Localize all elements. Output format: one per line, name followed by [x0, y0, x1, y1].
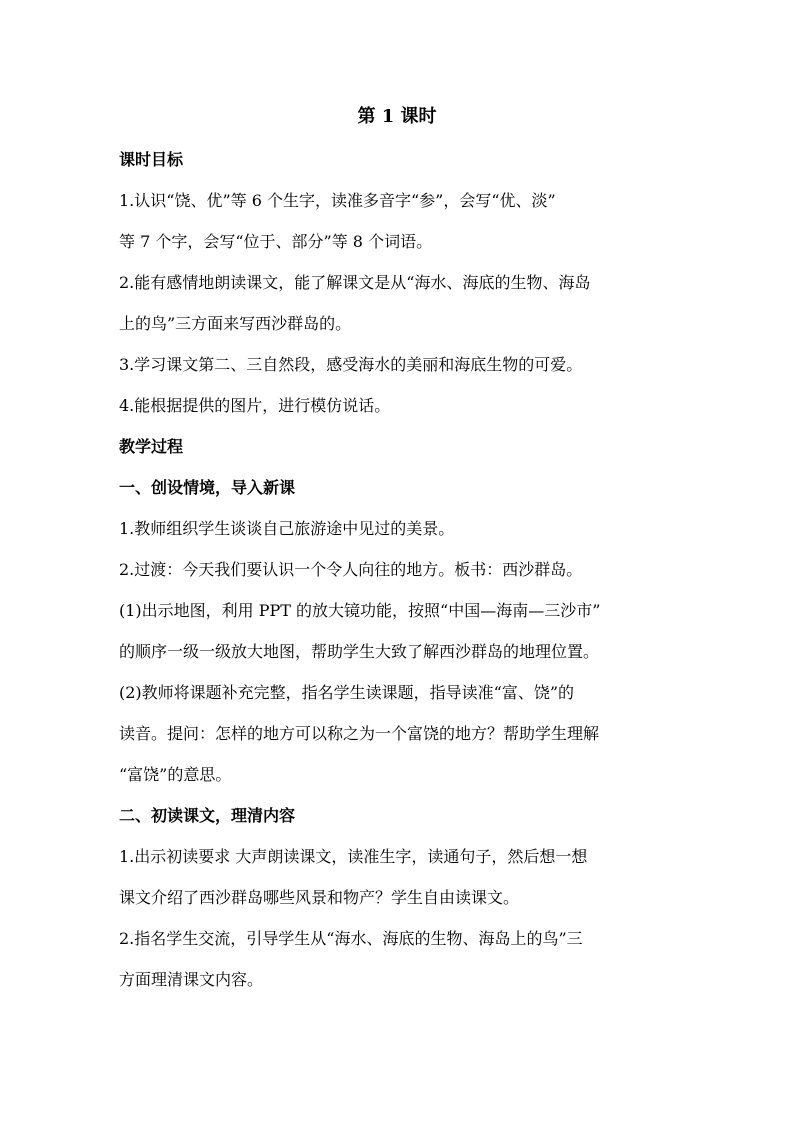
goal-line-6: 4.能根据提供的图片，进行模仿说话。: [119, 396, 391, 415]
part1-line-5: (2)教师将课题补充完整，指名学生读课题，指导读准“富、饶”的: [119, 683, 575, 702]
document-body: [119, 146, 679, 1007]
part1-line-3: (1)出示地图，利用 PPT 的放大镜功能，按照“中国—海南—三沙市”: [119, 601, 601, 620]
part1-line-4: 的顺序一级一级放大地图，帮助学生大致了解西沙群岛的地理位置。: [119, 642, 600, 661]
part2-line-2: 课文介绍了西沙群岛哪些风景和物产？学生自由读课文。: [119, 888, 520, 907]
section-heading-process: 教学过程: [119, 437, 184, 456]
part1-line-2: 2.过渡：今天我们要认识一个令人向往的地方。板书：西沙群岛。: [119, 560, 583, 579]
goal-line-5: 3.学习课文第二、三自然段，感受海水的美丽和海底生物的可爱。: [119, 355, 583, 374]
section-heading-goals: 课时目标: [119, 150, 184, 169]
part2-line-4: 方面理清课文内容。: [119, 970, 264, 989]
goal-line-1: 1.认识“饶、优”等 6 个生字，读准多音字“参”，会写“优、淡”: [119, 191, 556, 210]
goal-line-4: 上的鸟”三方面来写西沙群岛的。: [119, 314, 352, 333]
part2-line-3: 2.指名学生交流，引导学生从“海水、海底的生物、海岛上的鸟”三: [119, 929, 583, 948]
part1-line-7: “富饶”的意思。: [119, 765, 232, 784]
lesson-title: 第 1 课时: [357, 106, 437, 127]
part1-line-1: 1.教师组织学生谈谈自己旅游途中见过的美景。: [119, 519, 455, 538]
part-heading-2: 二、初读课文，理清内容: [119, 806, 296, 825]
goal-line-2: 等 7 个字，会写“位于、部分”等 8 个词语。: [119, 232, 433, 251]
part2-line-1: 1.出示初读要求 大声朗读课文，读准生字，读通句子，然后想一想: [119, 847, 588, 866]
part1-line-6: 读音。提问：怎样的地方可以称之为一个富饶的地方？帮助学生理解: [119, 724, 600, 743]
goal-line-3: 2.能有感情地朗读课文，能了解课文是从“海水、海底的生物、海岛: [119, 273, 591, 292]
part-heading-1: 一、创设情境，导入新课: [119, 478, 296, 497]
